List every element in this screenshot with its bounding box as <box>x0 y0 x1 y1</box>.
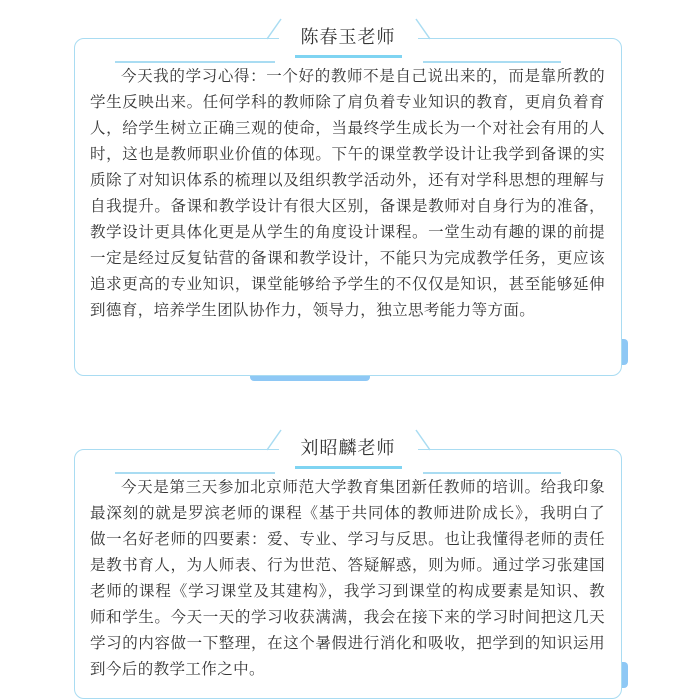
title-header <box>75 17 621 61</box>
accent-bar-right <box>622 339 628 365</box>
reflection-card-1 <box>74 26 622 376</box>
teacher-name: 陈春玉老师 <box>295 21 402 58</box>
title-slant-right <box>410 428 432 472</box>
accent-bar-right <box>622 662 628 688</box>
title-box <box>279 17 418 61</box>
accent-bar-bottom <box>250 376 370 381</box>
title-header <box>75 428 621 472</box>
title-slant-left <box>265 428 287 472</box>
title-slant-right <box>410 17 432 61</box>
title-box <box>279 428 418 472</box>
reflection-card-2 <box>74 437 622 699</box>
reflection-text: 今天我的学习心得：一个好的教师不是自己说出来的，而是靠所教的学生反映出来。任何学科的教师除了肩负着专业知识的教育，更肩负着育人，给学生树立正确三观的使命，当最终学生成长为一个对社会有用的人时，这也是教师职业价值的体现。下午的课堂教学设计让我学到备课的实质除了对知识体系的梳理以及组织教学活动外，还有对学科思想的理解与自我提升。备课和教学设计有很大区别，备课是教师对自身行为的准备，教学设计更具体化更是从学生的角度设计课程。一堂生动有趣的课的前提一定是经过反复钻营的备课和教学设计，不能只为完成教学任务，更应该追求更高的专业知识，课堂能够给予学生的不仅仅是知识，甚至能够延伸到德育，培养学生团队协作力，领导力，独立思考能力等方面。 <box>90 67 605 319</box>
title-slant-left <box>265 17 287 61</box>
teacher-name: 刘昭麟老师 <box>295 432 402 469</box>
reflection-text: 今天是第三天参加北京师范大学教育集团新任教师的培训。给我印象最深刻的就是罗滨老师的课程《基于共同体的教师进阶成长》，我明白了做一名好老师的四要素：爱、专业、学习与反思。也让我懂得老师的责任是教书育人，为人师表、行为世范、答疑解惑，则为师。通过学习张建国老师的课程《学习课堂及其建构》，我学习到课堂的构成要素是知识、教师和学生。今天一天的学习收获满满，我会在接下来的学习时间把这几天学习的内容做一下整理，在这个暑假进行消化和吸收，把学到的知识运用到今后的教学工作之中。 <box>90 478 605 678</box>
